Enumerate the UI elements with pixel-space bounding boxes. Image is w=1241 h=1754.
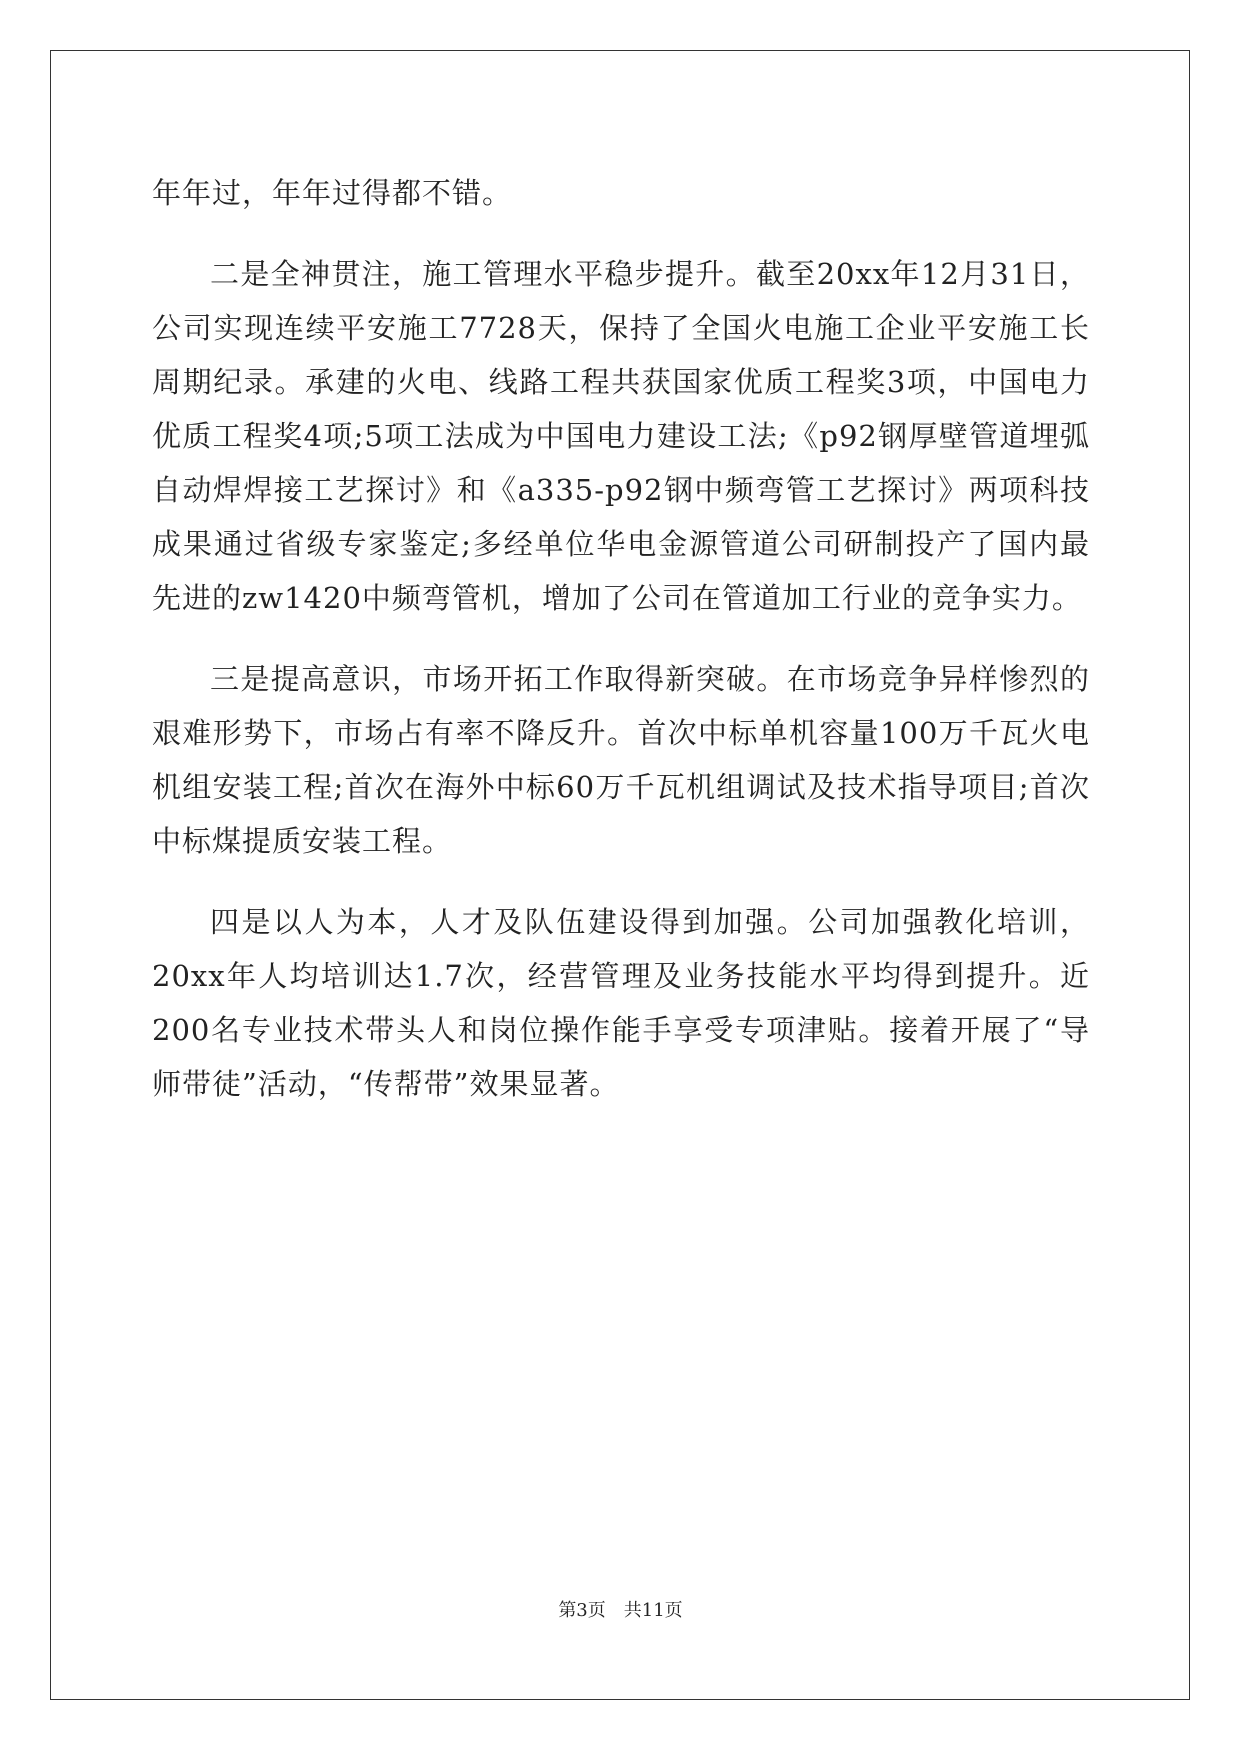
paragraph-talent-building: 四是以人为本，人才及队伍建设得到加强。公司加强教化培训，20xx年人均培训达1.7次，经营管理及业务技能水平均得到提升。近200名专业技术带头人和岗位操作能手享受专项津贴。接着开展了“导师带徒”活动，“传帮带”效果显著。 [152,905,1090,1101]
page-number: 第3页 [558,1600,606,1621]
page-footer [0,1596,1241,1622]
document-body [152,166,1090,1138]
paragraph-market-expansion: 三是提高意识，市场开拓工作取得新突破。在市场竞争异样惨烈的艰难形势下，市场占有率不降反升。首次中标单机容量100万千瓦火电机组安装工程;首次在海外中标60万千瓦机组调试及技术指导项目;首次中标煤提质安装工程。 [152,662,1090,858]
paragraph-construction-management: 二是全神贯注，施工管理水平稳步提升。截至20xx年12月31日，公司实现连续平安施工7728天，保持了全国火电施工企业平安施工长周期纪录。承建的火电、线路工程共获国家优质工程奖3项，中国电力优质工程奖4项;5项工法成为中国电力建设工法;《p92钢厚壁管道埋弧自动焊焊接工艺探讨》和《a335-p92钢中频弯管工艺探讨》两项科技成果通过省级专家鉴定;多经单位华电金源管道公司研制投产了国内最先进的zw1420中频弯管机，增加了公司在管道加工行业的竞争实力。 [152,257,1090,615]
page-total: 共11页 [623,1600,683,1621]
paragraph-continuation: 年年过，年年过得都不错。 [152,176,513,210]
